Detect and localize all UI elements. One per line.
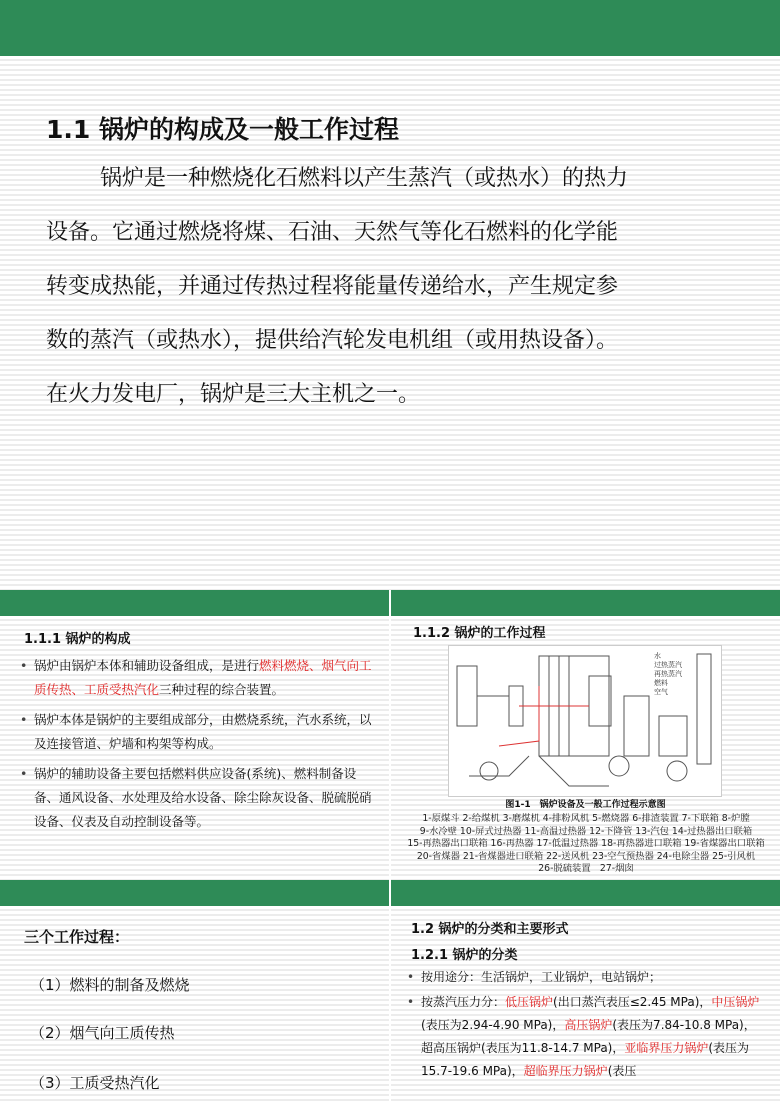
slide-composition [0, 616, 389, 880]
svg-text:再热蒸汽: 再热蒸汽 [654, 670, 682, 678]
process-2: （2）烟气向工质传热 [30, 1024, 175, 1042]
svg-text:水: 水 [654, 652, 661, 660]
process-1: （1）燃料的制备及燃烧 [30, 976, 190, 994]
composition-title: 1.1.1 锅炉的构成 [24, 632, 131, 647]
figure-caption: 图1-1 锅炉设备及一般工作过程示意图 [505, 800, 666, 810]
list-item: • 锅炉由锅炉本体和辅助设备组成，是进行燃料燃烧、烟气向工质传热、工质受热汽化三种过程的综合装置。 [20, 654, 372, 702]
svg-text:空气: 空气 [654, 688, 668, 696]
top-header-band [0, 0, 780, 56]
intro-line-1: 锅炉是一种燃烧化石燃料以产生蒸汽（或热水）的热力 [100, 166, 629, 191]
list-item: • 锅炉本体是锅炉的主要组成部分，由燃烧系统，汽水系统，以及连接管道、炉墙和构架等构成。 [20, 708, 372, 756]
process-title: 1.1.2 锅炉的工作过程 [413, 626, 546, 641]
svg-text:燃料: 燃料 [654, 679, 668, 687]
intro-line-5: 在火力发电厂，锅炉是三大主机之一。 [46, 382, 421, 407]
intro-line-3: 转变成热能，并通过传热过程将能量传递给水，产生规定参 [46, 274, 619, 299]
composition-list [20, 654, 372, 840]
column-divider [389, 590, 391, 1102]
list-item: • 按用途分：生活锅炉，工业锅炉，电站锅炉； [407, 966, 767, 989]
list-item: • 按蒸汽压力分：低压锅炉(出口蒸汽表压≤2.45 MPa)，中压锅炉(表压为2.94-4.90 MPa)，高压锅炉(表压为7.84-10.8 MPa)，超高压锅炉(表压为11.8-14.7 MPa)，亚临界压力锅炉(表压为15.7-19.6 MPa)，超临界压力锅炉(表压 [407, 991, 767, 1083]
classification-list [407, 966, 767, 1089]
svg-text:过热蒸汽: 过热蒸汽 [654, 661, 682, 669]
classification-title: 1.2 锅炉的分类和主要形式 [411, 922, 569, 937]
classification-subtitle: 1.2.1 锅炉的分类 [411, 948, 518, 963]
intro-line-4: 数的蒸汽（或热水），提供给汽轮发电机组（或用热设备）。 [46, 328, 619, 353]
slide-classification [391, 906, 780, 1102]
boiler-diagram [448, 645, 722, 797]
intro-paragraph [46, 152, 751, 422]
processes-title: 三个工作过程： [24, 928, 130, 946]
intro-line-2: 设备。它通过燃烧将煤、石油、天然气等化石燃料的化学能 [46, 220, 619, 245]
list-item: • 锅炉的辅助设备主要包括燃料供应设备(系统)、燃料制备设备、通风设备、水处理及给水设备、除尘除灰设备、脱硫脱硝设备、仪表及自动控制设备等。 [20, 762, 372, 834]
page-title: 1.1 锅炉的构成及一般工作过程 [46, 115, 399, 144]
process-3: （3）工质受热汽化 [30, 1074, 160, 1092]
boiler-schematic-icon [449, 646, 721, 796]
figure-legend: 1-原煤斗 2-给煤机 3-磨煤机 4-排粉风机 5-燃烧器 6-排渣装置 7-下联箱 8-炉膛 9-水冷壁 10-屏式过热器 11-高温过热器 12-下降管 13-汽包 14-过热器出口联箱 15-再热器出口联箱 16-再热器 17-低温过热器 18-再热器进口联箱 19-省煤器出口联箱 20-省煤器 21-省煤器进口联箱 22-送风机 23-空气预热器 24-电除尘器 25-引风机 26-脱硫装置 27-烟囱 [407, 813, 765, 874]
slide-three-processes [0, 906, 389, 1102]
